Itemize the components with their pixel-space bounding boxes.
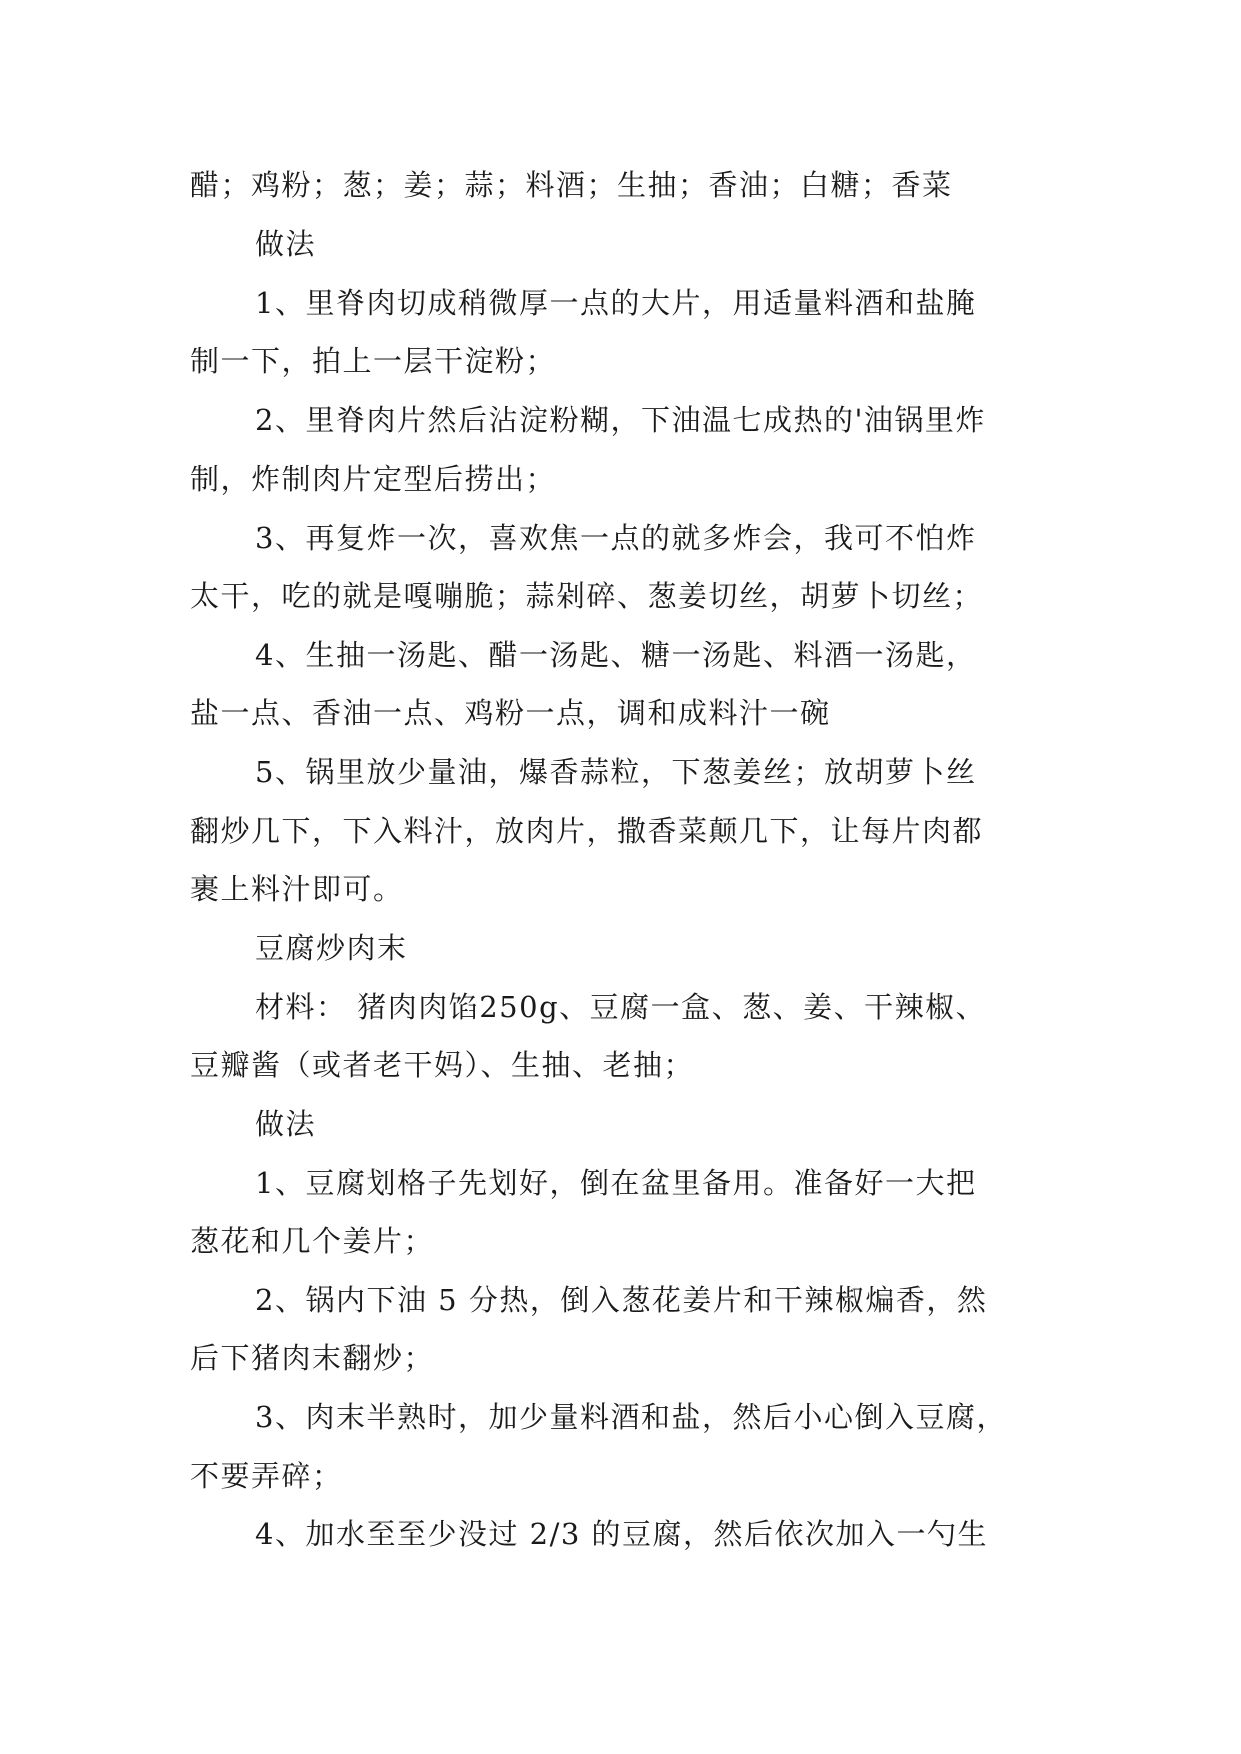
text-line-22: 3、肉末半熟时，加少量料酒和盐，然后小心倒入豆腐， [255, 1400, 1007, 1434]
text-line-13: 裹上料汁即可。 [190, 872, 404, 906]
text-line-1: 醋；鸡粉；葱；姜；蒜；料酒；生抽；香油；白糖；香菜 [190, 168, 953, 202]
text-line-7: 3、再复炸一次，喜欢焦一点的就多炸会，我可不怕炸 [255, 521, 977, 555]
text-line-9: 4、生抽一汤匙、醋一汤匙、糖一汤匙、料酒一汤匙， [255, 638, 977, 672]
section-heading: 豆腐炒肉末 [255, 931, 408, 965]
text-line-4: 制一下，拍上一层干淀粉； [190, 344, 557, 378]
text-line-18: 1、豆腐划格子先划好，倒在盆里备用。准备好一大把 [255, 1166, 977, 1200]
text-line-5: 2、里脊肉片然后沾淀粉糊，下油温七成热的'油锅里炸 [255, 403, 986, 437]
text-line-11: 5、锅里放少量油，爆香蒜粒，下葱姜丝；放胡萝卜丝 [255, 755, 977, 789]
text-line-24: 4、加水至至少没过 2/3 的豆腐，然后依次加入一勺生 [255, 1517, 989, 1551]
text-line-8: 太干，吃的就是嘎嘣脆；蒜剁碎、葱姜切丝，胡萝卜切丝； [190, 579, 984, 613]
text-line-17: 做法 [255, 1107, 317, 1141]
text-line-15: 材料： 猪肉肉馅250g、豆腐一盒、葱、姜、干辣椒、 [255, 990, 987, 1024]
text-line-23: 不要弄碎； [190, 1459, 343, 1493]
text-line-21: 后下猪肉末翻炒； [190, 1341, 435, 1375]
text-line-19: 葱花和几个姜片； [190, 1224, 435, 1258]
text-line-16: 豆瓣酱（或者老干妈）、生抽、老抽； [190, 1048, 695, 1082]
text-line-3: 1、里脊肉切成稍微厚一点的大片，用适量料酒和盐腌 [255, 286, 977, 320]
text-line-2: 做法 [255, 227, 317, 261]
text-line-6: 制，炸制肉片定型后捞出； [190, 462, 557, 496]
text-line-20: 2、锅内下油 5 分热，倒入葱花姜片和干辣椒煸香，然 [255, 1283, 988, 1317]
text-line-12: 翻炒几下，下入料汁，放肉片，撒香菜颠几下，让每片肉都 [190, 814, 984, 848]
text-line-10: 盐一点、香油一点、鸡粉一点，调和成料汁一碗 [190, 696, 831, 730]
